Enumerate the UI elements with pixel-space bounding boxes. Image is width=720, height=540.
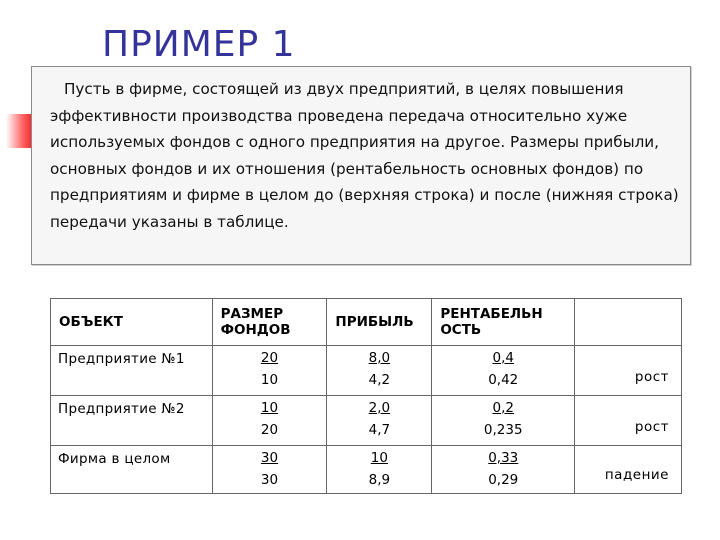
header-profit: ПРИБЫЛЬ [327, 299, 432, 346]
value-before: 10 [370, 450, 388, 466]
table-row [51, 346, 682, 396]
funds-cell [212, 346, 327, 396]
value-before: 0,33 [488, 450, 519, 466]
value-before: 0,2 [492, 400, 514, 416]
header-funds: РАЗМЕР ФОНДОВ [212, 299, 327, 346]
profit-cell [327, 396, 432, 446]
data-table [50, 298, 682, 494]
value-after: 8,9 [368, 472, 391, 488]
trend-cell: падение [575, 446, 682, 494]
value-after: 20 [260, 422, 279, 438]
profit-cell [327, 446, 432, 494]
profit-cell [327, 346, 432, 396]
value-after: 4,7 [368, 422, 391, 438]
value-before: 10 [260, 400, 279, 416]
intro-text: Пусть в фирме, состоящей из двух предприятий, в целях повышения эффективности производства проведена передача относительно хуже используемых фондов с одного предприятия на другое. Размеры прибыли, основных фондов и их отношения (рентабельность основных фондов) по предприятиям и фирме в целом до (верхняя строка) и после (нижняя строка) передачи указаны в таблице. [50, 80, 679, 231]
object-cell: Предприятие №2 [51, 396, 213, 446]
value-before: 2,0 [368, 400, 391, 416]
page-title: ПРИМЕР 1 [102, 24, 296, 65]
value-before: 30 [260, 450, 279, 466]
rentability-cell [432, 346, 575, 396]
value-before: 20 [260, 350, 279, 366]
header-trend [575, 299, 682, 346]
value-before: 0,4 [492, 350, 514, 366]
value-after: 0,42 [488, 372, 519, 388]
value-after: 10 [260, 372, 279, 388]
rentability-cell [432, 396, 575, 446]
value-after: 0,235 [483, 422, 523, 438]
rentability-cell [432, 446, 575, 494]
header-object: ОБЪЕКТ [51, 299, 213, 346]
table-row [51, 396, 682, 446]
intro-text-box [31, 66, 691, 265]
value-after: 4,2 [368, 372, 391, 388]
funds-cell [212, 446, 327, 494]
object-cell: Фирма в целом [51, 446, 213, 494]
table-row [51, 446, 682, 494]
value-before: 8,0 [368, 350, 391, 366]
object-cell: Предприятие №1 [51, 346, 213, 396]
value-after: 0,29 [488, 472, 519, 488]
table-header-row [51, 299, 682, 346]
trend-cell: рост [575, 346, 682, 396]
value-after: 30 [260, 472, 279, 488]
trend-cell: рост [575, 396, 682, 446]
funds-cell [212, 396, 327, 446]
header-rentability: РЕНТАБЕЛЬН ОСТЬ [432, 299, 575, 346]
